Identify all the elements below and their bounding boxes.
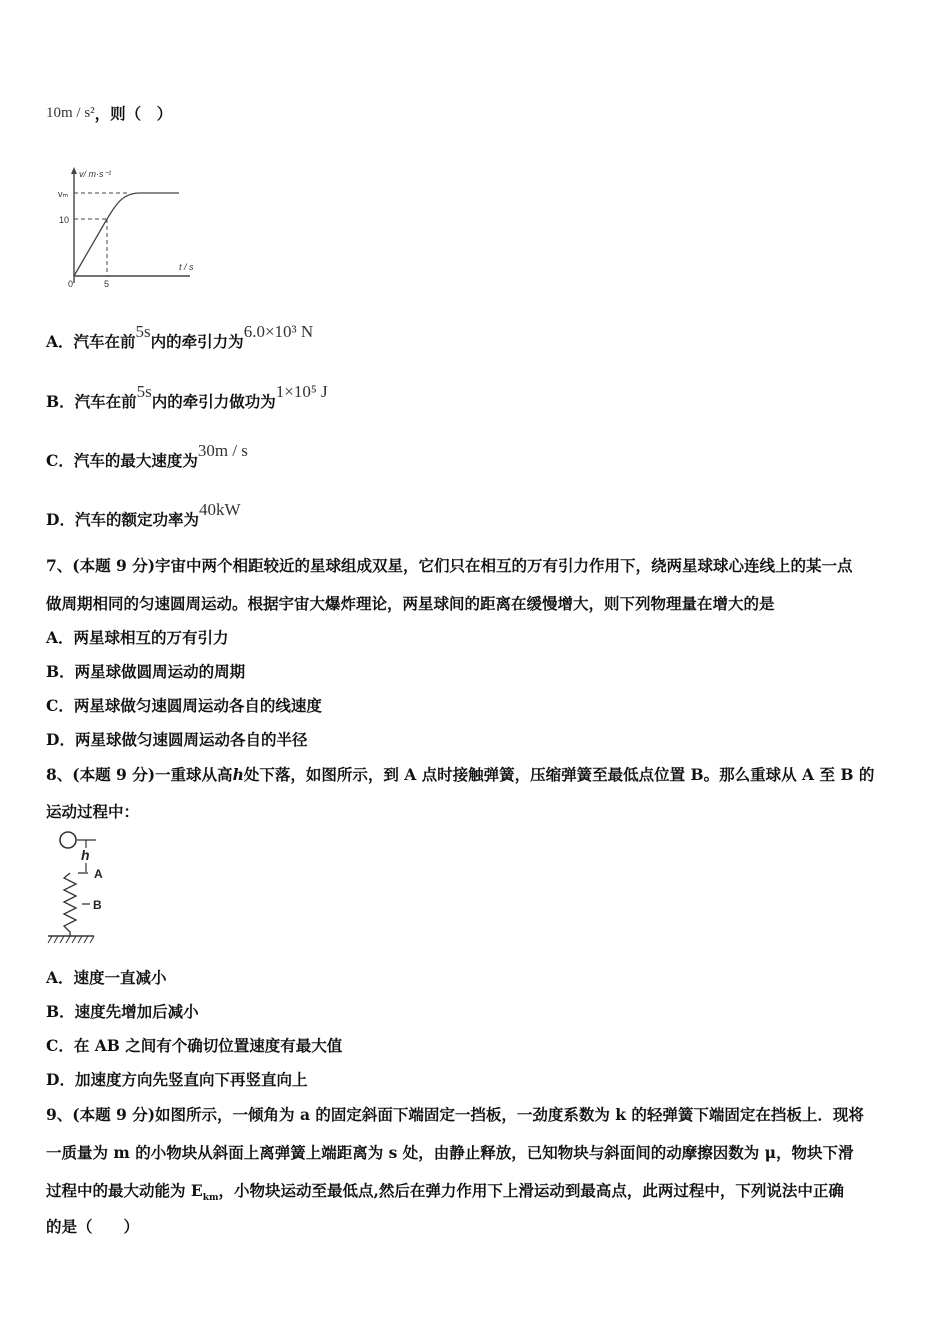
y-axis-label: v/ m·s⁻¹: [79, 169, 112, 179]
option-6d[interactable]: D．汽车的额定功率为40kW: [46, 500, 241, 529]
a-label: A: [94, 867, 103, 881]
option-6c[interactable]: C．汽车的最大速度为30m / s: [46, 441, 248, 470]
question-9-line-2: 一质量为 m 的小物块从斜面上离弹簧上端距离为 s 处，由静止释放，已知物块与斜面间的动摩擦因数为 μ，物块下滑: [46, 1143, 854, 1162]
option-6b[interactable]: B．汽车在前5s内的牵引力做功为1×10⁵ J: [46, 382, 328, 411]
option-8d[interactable]: D．加速度方向先竖直向下再竖直向上: [46, 1070, 308, 1089]
option-8a[interactable]: A．速度一直减小: [46, 968, 167, 987]
option-8c[interactable]: C．在 AB 之间有个确切位置速度有最大值: [46, 1036, 343, 1055]
option-7b[interactable]: B．两星球做圆周运动的周期: [46, 662, 246, 681]
stem-suffix: ，则（ ）: [94, 104, 173, 123]
height-variable: h: [232, 765, 244, 784]
question-7-line-2: 做周期相同的匀速圆周运动。根据宇宙大爆炸理论，两星球间的距离在缓慢增大，则下列物理量在增大的是: [46, 594, 775, 613]
question-8-line-1: 8、(本题 9 分)一重球从高h处下落，如图所示，到 A 点时接触弹簧，压缩弹簧至最低点位置 B。那么重球从 A 至 B 的: [46, 765, 875, 784]
option-7d[interactable]: D．两星球做匀速圆周运动各自的半径: [46, 730, 308, 749]
question-8-line-2: 运动过程中：: [46, 802, 140, 821]
x-axis-label: t / s: [179, 262, 194, 272]
question-9-line-3: 过程中的最大动能为 $E_{km}$，小物块运动至最低点,然后在弹力作用下上滑运动到最高点，此两过程中，下列说法中正确: [46, 1181, 844, 1204]
ball: [60, 832, 76, 848]
velocity-curve: [74, 193, 179, 276]
question-7-line-1: 7、(本题 9 分)宇宙中两个相距较近的星球组成双星，它们只在相互的万有引力作用下，绕两星球球心连线上的某一点: [46, 556, 853, 575]
origin-label: 0: [68, 279, 74, 289]
t5-label: 5: [104, 279, 110, 289]
b-label: B: [93, 898, 102, 912]
question-9-line-1: 9、(本题 9 分)如图所示，一倾角为 a 的固定斜面下端固定一挡板，一劲度系数为 k 的轻弹簧下端固定在挡板上．现将: [46, 1105, 864, 1124]
h-label: h: [81, 847, 90, 863]
ten-label: 10: [59, 215, 70, 225]
gravity-formula: 10m / s²: [46, 105, 95, 121]
option-8b[interactable]: B．速度先增加后减小: [46, 1002, 199, 1021]
option-7c[interactable]: C．两星球做匀速圆周运动各自的线速度: [46, 696, 322, 715]
spring: [64, 873, 76, 936]
y-axis-arrow: [71, 167, 77, 174]
question-9-line-4: 的是（ ）: [46, 1217, 140, 1236]
question-stem-tail: [46, 104, 172, 125]
velocity-time-graph: [55, 165, 215, 290]
vm-label: vₘ: [58, 189, 69, 199]
spring-ball-figure: [44, 826, 124, 948]
ground-hatch: [48, 936, 94, 943]
option-6a[interactable]: A．汽车在前5s内的牵引力为6.0×10³ N: [46, 322, 314, 351]
option-7a[interactable]: A．两星球相互的万有引力: [46, 628, 229, 647]
